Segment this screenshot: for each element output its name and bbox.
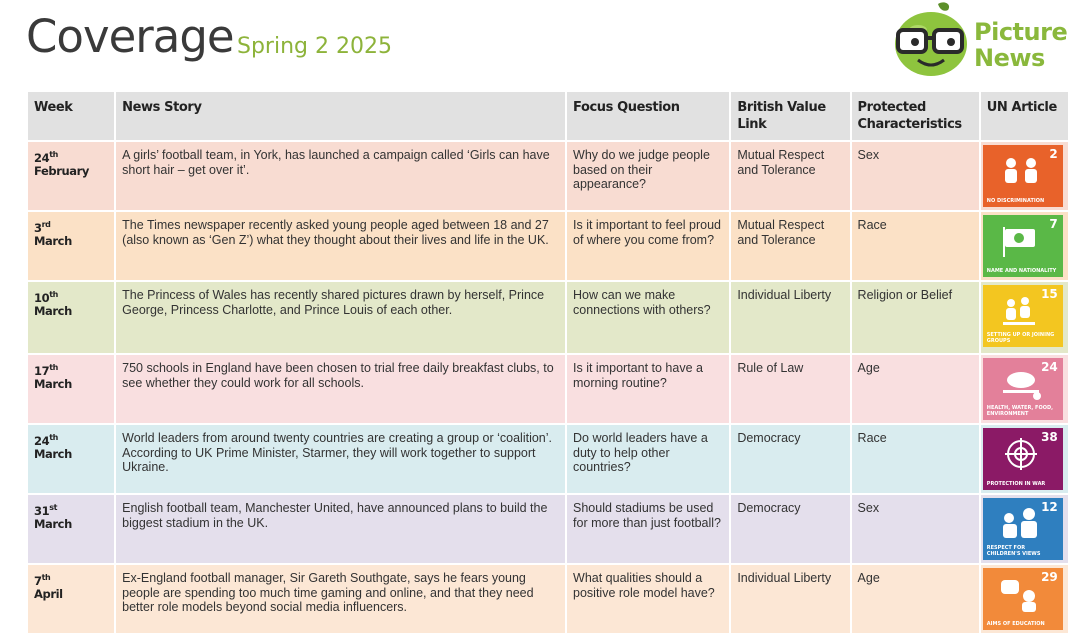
un-article-icon: [997, 438, 1045, 472]
protected-characteristic-cell: Sex: [852, 142, 979, 210]
week-cell: [28, 425, 114, 493]
news-story-cell: The Princess of Wales has recently shared pictures drawn by herself, Prince George, Princess Charlotte, and Prince Louis of each other.: [116, 282, 565, 353]
focus-question-cell: What qualities should a positive role model have?: [567, 565, 729, 633]
focus-question-cell: Why do we judge people based on their appearance?: [567, 142, 729, 210]
un-article-icon: [997, 578, 1045, 612]
column-header-british-value-link: British Value Link: [731, 92, 849, 140]
british-value-cell: Mutual Respect and Tolerance: [731, 142, 849, 210]
table-row: [28, 565, 1068, 633]
week-cell: [28, 495, 114, 563]
un-article-caption: NAME AND NATIONALITY: [986, 267, 1057, 274]
focus-question-cell: Do world leaders have a duty to help other countries?: [567, 425, 729, 493]
week-suffix: th: [49, 363, 58, 372]
week-month: April: [34, 586, 63, 601]
un-article-caption: NO DISCRIMINATION: [986, 197, 1045, 204]
week-suffix: rd: [41, 220, 51, 229]
week-month: March: [34, 516, 72, 531]
protected-characteristic-cell: Sex: [852, 495, 979, 563]
british-value-cell: Mutual Respect and Tolerance: [731, 212, 849, 280]
column-header-un-article: UN Article: [981, 92, 1068, 140]
un-article-number: 15: [1041, 287, 1058, 301]
week-suffix: th: [49, 150, 58, 159]
protected-characteristic-cell: Race: [852, 425, 979, 493]
british-value-cell: Democracy: [731, 495, 849, 563]
un-article-caption: PROTECTION IN WAR: [986, 480, 1046, 487]
week-day: 10: [34, 290, 50, 305]
un-article-icon: [997, 155, 1045, 189]
apple-mascot-icon: [888, 0, 974, 82]
week-suffix: th: [49, 433, 58, 442]
column-header-protected-characteristics: Protected Characteristics: [852, 92, 979, 140]
table-row: [28, 355, 1068, 423]
un-article-tile: [983, 498, 1063, 560]
un-article-caption: AIMS OF EDUCATION: [986, 620, 1045, 627]
british-value-cell: Democracy: [731, 425, 849, 493]
focus-question-cell: How can we make connections with others?: [567, 282, 729, 353]
news-story-cell: The Times newspaper recently asked young people aged between 18 and 27 (also known as ‘Gen Z’) what they thought about their lives and life in the UK.: [116, 212, 565, 280]
table-row: [28, 495, 1068, 563]
british-value-cell: Individual Liberty: [731, 282, 849, 353]
picture-news-logo: [888, 0, 1078, 82]
column-header-week: Week: [28, 92, 114, 140]
column-header-news-story: News Story: [116, 92, 565, 140]
un-article-cell: [981, 142, 1068, 210]
news-story-cell: Ex-England football manager, Sir Gareth Southgate, says he fears young people are spending too much time gaming and online, and that they need better role models beyond social media influencers.: [116, 565, 565, 633]
protected-characteristic-cell: Age: [852, 565, 979, 633]
un-article-tile: [983, 215, 1063, 277]
week-day: 31: [34, 503, 50, 518]
focus-question-cell: Should stadiums be used for more than just football?: [567, 495, 729, 563]
week-cell: [28, 142, 114, 210]
un-article-caption: HEALTH, WATER, FOOD, ENVIRONMENT: [986, 405, 1053, 417]
un-article-number: 12: [1041, 500, 1058, 514]
week-month: March: [34, 233, 72, 248]
news-story-cell: World leaders from around twenty countries are creating a group or ‘coalition’. According to UK Prime Minister, Starmer, they will work together to support Ukraine.: [116, 425, 565, 493]
british-value-cell: Individual Liberty: [731, 565, 849, 633]
un-article-tile: [983, 285, 1063, 347]
un-article-icon: [997, 508, 1045, 542]
un-article-cell: [981, 212, 1068, 280]
un-article-cell: [981, 425, 1068, 493]
un-article-number: 38: [1041, 430, 1058, 444]
news-story-cell: English football team, Manchester United, have announced plans to build the biggest stadium in the UK.: [116, 495, 565, 563]
un-article-cell: [981, 565, 1068, 633]
week-cell: [28, 212, 114, 280]
un-article-number: 7: [1049, 217, 1058, 231]
logo-word-news: News: [974, 44, 1045, 72]
british-value-cell: Rule of Law: [731, 355, 849, 423]
week-cell: [28, 565, 114, 633]
page-title: Coverage: [26, 10, 234, 63]
table-header-row: [28, 92, 1068, 140]
week-month: March: [34, 303, 72, 318]
week-day: 3: [34, 220, 42, 235]
week-day: 24: [34, 150, 50, 165]
week-suffix: th: [49, 290, 58, 299]
logo-word-picture: Picture: [974, 18, 1068, 46]
un-article-caption: RESPECT FOR CHILDREN'S VIEWS: [986, 545, 1041, 557]
un-article-cell: [981, 495, 1068, 563]
un-article-tile: [983, 358, 1063, 420]
un-article-icon: [997, 295, 1045, 329]
focus-question-cell: Is it important to have a morning routine?: [567, 355, 729, 423]
un-article-icon: [997, 368, 1045, 402]
focus-question-cell: Is it important to feel proud of where you come from?: [567, 212, 729, 280]
un-article-number: 29: [1041, 570, 1058, 584]
un-article-caption: SETTING UP OR JOINING GROUPS: [986, 332, 1055, 344]
table-row: [28, 142, 1068, 210]
table-row: [28, 425, 1068, 493]
un-article-cell: [981, 282, 1068, 353]
week-suffix: th: [41, 573, 51, 582]
week-month: February: [34, 163, 90, 178]
week-cell: [28, 355, 114, 423]
week-month: March: [34, 376, 72, 391]
news-story-cell: 750 schools in England have been chosen to trial free daily breakfast clubs, to see whether they could work for all schools.: [116, 355, 565, 423]
page-subtitle: Spring 2 2025: [237, 34, 392, 59]
table-row: [28, 282, 1068, 353]
coverage-table: [26, 90, 1070, 635]
week-day: 17: [34, 363, 50, 378]
un-article-tile: [983, 568, 1063, 630]
un-article-icon: [997, 225, 1045, 259]
un-article-tile: [983, 145, 1063, 207]
protected-characteristic-cell: Race: [852, 212, 979, 280]
week-cell: [28, 282, 114, 353]
un-article-number: 24: [1041, 360, 1058, 374]
protected-characteristic-cell: Religion or Belief: [852, 282, 979, 353]
table-row: [28, 212, 1068, 280]
week-day: 24: [34, 433, 50, 448]
week-day: 7: [34, 573, 42, 588]
week-suffix: st: [49, 503, 58, 512]
column-header-focus-question: Focus Question: [567, 92, 729, 140]
protected-characteristic-cell: Age: [852, 355, 979, 423]
news-story-cell: A girls’ football team, in York, has launched a campaign called ‘Girls can have short hair – get over it’.: [116, 142, 565, 210]
week-month: March: [34, 446, 72, 461]
un-article-number: 2: [1049, 147, 1058, 161]
un-article-cell: [981, 355, 1068, 423]
un-article-tile: [983, 428, 1063, 490]
